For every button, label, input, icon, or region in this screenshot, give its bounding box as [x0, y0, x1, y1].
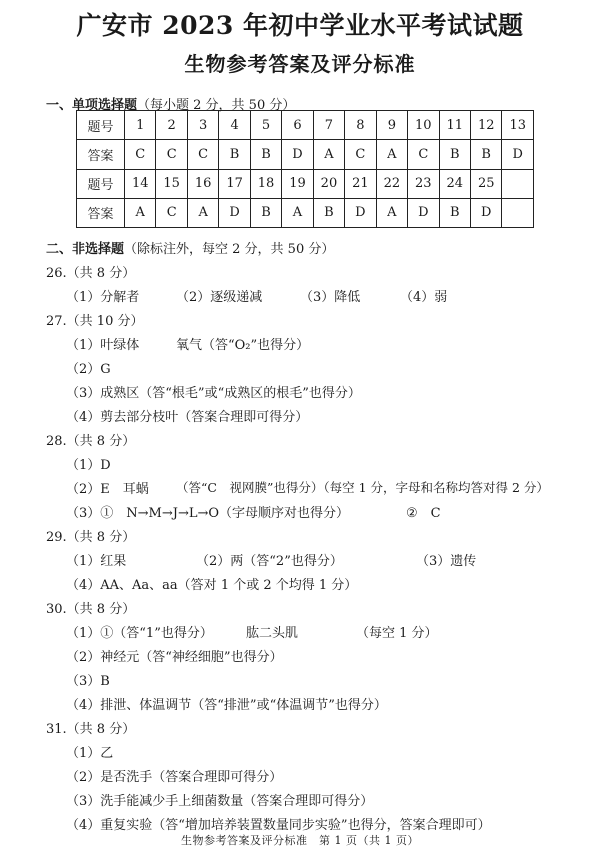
answer-cell: B — [250, 198, 281, 227]
answer-cell: D — [282, 140, 313, 169]
q28-answer-3b: ② C — [406, 506, 441, 521]
question-number: 11 — [439, 111, 470, 140]
row-label: 答案 — [77, 198, 125, 227]
answer-cell: D — [408, 198, 439, 227]
answer-cell: C — [156, 198, 187, 227]
q27-answer-1b: 氧气（答“O₂”也得分） — [176, 338, 310, 353]
row-label: 题号 — [77, 169, 125, 198]
question-number: 6 — [282, 111, 313, 140]
q30-answer-3: （3）B — [66, 674, 110, 689]
q27-answer-2: （2）G — [66, 362, 111, 377]
question-number: 3 — [187, 111, 218, 140]
question-number: 7 — [313, 111, 344, 140]
question-number: 22 — [376, 169, 407, 198]
question-number: 25 — [470, 169, 501, 198]
q29-heading: 29.（共 8 分） — [46, 530, 136, 545]
answer-cell: B — [439, 140, 470, 169]
answer-cell: D — [219, 198, 250, 227]
answer-cell: B — [219, 140, 250, 169]
q26-answer-1: （1）分解者 — [66, 290, 140, 305]
q28-answer-1: （1）D — [66, 458, 111, 473]
question-number: 1 — [125, 111, 156, 140]
page-title: 广安市 2023 年初中学业水平考试试题 — [76, 11, 524, 40]
q27-answer-3: （3）成熟区（答“根毛”或“成熟区的根毛”也得分） — [66, 386, 361, 401]
q28-answer-3a: （3）① N→M→J→L→O（字母顺序对也得分） — [66, 506, 350, 521]
question-number: 8 — [345, 111, 376, 140]
answer-cell: D — [502, 140, 534, 169]
question-number: 9 — [376, 111, 407, 140]
q27-answer-4: （4）剪去部分枝叶（答案合理即可得分） — [66, 410, 309, 425]
answer-cell: A — [125, 198, 156, 227]
q28-answer-2a: （2）E 耳蜗 — [66, 482, 149, 497]
table-row — [77, 169, 534, 198]
question-number: 2 — [156, 111, 187, 140]
q26-answer-3: （3）降低 — [300, 290, 361, 305]
row-label: 题号 — [77, 111, 125, 140]
question-number: 24 — [439, 169, 470, 198]
q30-heading: 30.（共 8 分） — [46, 602, 136, 617]
q31-answer-2: （2）是否洗手（答案合理即可得分） — [66, 770, 283, 785]
answer-cell: A — [313, 140, 344, 169]
answer-cell: A — [187, 198, 218, 227]
answer-cell: B — [470, 140, 501, 169]
answer-cell: A — [376, 198, 407, 227]
empty-cell — [502, 169, 534, 198]
section1-note: （每小题 2 分，共 50 分） — [137, 98, 296, 113]
q30-answer-1a: （1）①（答“1”也得分） — [66, 626, 213, 641]
answer-cell: C — [187, 140, 218, 169]
q29-answer-1: （1）红果 — [66, 554, 127, 569]
table-row — [77, 111, 534, 140]
answer-cell: B — [313, 198, 344, 227]
q26-heading: 26.（共 8 分） — [46, 266, 136, 281]
empty-cell — [502, 198, 534, 227]
row-label: 答案 — [77, 140, 125, 169]
q31-heading: 31.（共 8 分） — [46, 722, 136, 737]
table-row — [77, 198, 534, 227]
question-number: 12 — [470, 111, 501, 140]
section2-heading — [46, 238, 334, 257]
question-number: 17 — [219, 169, 250, 198]
question-number: 4 — [219, 111, 250, 140]
table-row — [77, 140, 534, 169]
q27-heading: 27.（共 10 分） — [46, 314, 144, 329]
question-number: 20 — [313, 169, 344, 198]
q26-answer-4: （4）弱 — [400, 290, 448, 305]
section2-title: 二、非选择题 — [46, 242, 125, 257]
answer-table — [76, 110, 534, 228]
question-number: 18 — [250, 169, 281, 198]
answer-cell: C — [156, 140, 187, 169]
q30-answer-1c: （每空 1 分） — [356, 626, 438, 641]
q31-answer-4: （4）重复实验（答“增加培养装置数量同步实验”也得分，答案合理即可） — [66, 818, 491, 833]
question-number: 21 — [345, 169, 376, 198]
question-number: 19 — [282, 169, 313, 198]
answer-cell: D — [345, 198, 376, 227]
answer-cell: C — [345, 140, 376, 169]
q30-answer-4: （4）排泄、体温调节（答“排泄”或“体温调节”也得分） — [66, 698, 387, 713]
answer-cell: B — [439, 198, 470, 227]
question-number: 5 — [250, 111, 281, 140]
question-number: 14 — [125, 169, 156, 198]
answer-cell: B — [250, 140, 281, 169]
answer-cell: D — [470, 198, 501, 227]
answer-cell: A — [282, 198, 313, 227]
answer-cell: C — [408, 140, 439, 169]
section2-note: （除标注外，每空 2 分，共 50 分） — [124, 242, 335, 257]
q26-answer-2: （2）逐级递减 — [176, 290, 263, 305]
question-number: 23 — [408, 169, 439, 198]
page-footer: 生物参考答案及评分标准 第 1 页（共 1 页） — [181, 834, 419, 847]
q30-answer-2: （2）神经元（答“神经细胞”也得分） — [66, 650, 283, 665]
q31-answer-3: （3）洗手能减少手上细菌数量（答案合理即可得分） — [66, 794, 374, 809]
q30-answer-1b: 肱二头肌 — [246, 626, 299, 641]
question-number: 16 — [187, 169, 218, 198]
page-subtitle: 生物参考答案及评分标准 — [184, 52, 416, 76]
answer-cell: C — [125, 140, 156, 169]
q31-answer-1: （1）乙 — [66, 746, 114, 761]
section1-title: 一、单项选择题 — [46, 98, 138, 113]
q29-answer-3: （3）遗传 — [416, 554, 477, 569]
question-number: 13 — [502, 111, 534, 140]
q29-answer-2: （2）两（答“2”也得分） — [196, 554, 343, 569]
question-number: 15 — [156, 169, 187, 198]
q29-answer-4: （4）AA、Aa、aa（答对 1 个或 2 个均得 1 分） — [66, 578, 358, 593]
q28-heading: 28.（共 8 分） — [46, 434, 136, 449]
question-number: 10 — [408, 111, 439, 140]
q27-answer-1a: （1）叶绿体 — [66, 338, 140, 353]
q28-answer-2b: （答“C 视网膜”也得分）（每空 1 分，字母和名称均答对得 2 分） — [176, 480, 549, 495]
answer-cell: A — [376, 140, 407, 169]
